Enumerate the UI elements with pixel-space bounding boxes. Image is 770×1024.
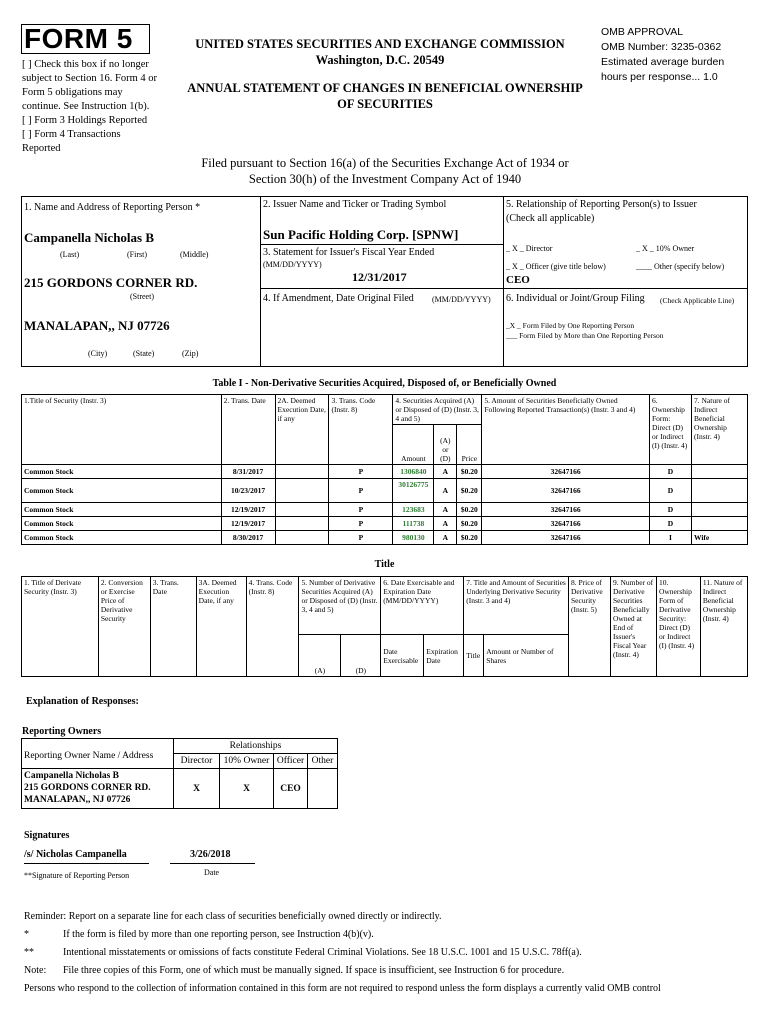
table1 [21,394,748,545]
cell-owned: 32647166 [482,465,650,479]
filed-pursuant [120,155,650,187]
statement-title-line: OF SECURITIES [337,97,433,111]
checkbox-line[interactable]: [ ] Check this box if no longer [22,59,149,70]
t2-header: 7. Title and Amount of Securities Underlying Derivative Security (Instr. 3 and 4) [464,577,569,635]
cell-nature [691,465,747,479]
t2-sub-a: (A) [299,635,341,677]
filed-line: Section 30(h) of the Investment Company Act of 1940 [248,172,522,186]
table-row [22,531,748,545]
street-address: 215 GORDONS CORNER RD. [24,275,198,290]
reporting-owners-table [21,738,338,809]
owner-line: MANALAPAN,, NJ 07726 [24,795,131,805]
table-row [22,503,748,517]
cell-ad: A [434,465,457,479]
cell-ad: A [434,517,457,531]
cell-deemed [275,479,329,503]
box4-label: 4. If Amendment, Date Original Filed [263,293,414,304]
t2-header: 2. Conversion or Exercise Price of Derivative Security [98,577,150,677]
checkbox-line: Reported [22,143,61,154]
grid-right-rule [747,196,748,366]
cell-nature [691,479,747,503]
statement-title-line: ANNUAL STATEMENT OF CHANGES IN BENEFICIAL OWNERSHIP [187,81,583,95]
grid-bottom-rule [21,366,748,367]
table-row [22,465,748,479]
col-officer: Officer [274,754,308,769]
officer-title: CEO [506,274,530,286]
col-header-acquired: 4. Securities Acquired (A) or Disposed of (D) (Instr. 3, 4 and 5) [393,395,482,425]
city-state-zip: MANALAPAN,, NJ 07726 [24,318,170,333]
col-header-price: Price [457,425,482,465]
table-row [22,517,748,531]
signature-date: 3/26/2018 [190,849,231,860]
box6-sub: (Check Applicable Line) [660,296,735,305]
cell-title: Common Stock [22,517,222,531]
agency-name: UNITED STATES SECURITIES AND EXCHANGE COMMISSION [195,37,565,51]
agency-heading [160,36,600,68]
rel-ten-pct[interactable]: _ X _ 10% Owner [636,244,695,253]
cell-nature: Wife [691,531,747,545]
col-header-nature: 7. Nature of Indirect Beneficial Ownership (Instr. 4) [691,395,747,465]
checkbox-line: subject to Section 16. Form 4 or [22,73,158,84]
cell-code: P [329,465,393,479]
cell-owned: 32647166 [482,503,650,517]
cell-date: 8/31/2017 [221,465,275,479]
cell-form: D [650,517,692,531]
name-part-label: (First) [127,250,147,259]
cell-title: Common Stock [22,531,222,545]
filing-one-person[interactable]: _X _ Form Filed by One Reporting Person [506,321,635,330]
owner-officer: CEO [274,769,308,809]
box3-label: 3. Statement for Issuer's Fiscal Year Ended [263,247,435,258]
cell-form: I [650,531,692,545]
t2-header: 9. Number of Derivative Securities Beneficially Owned at End of Issuer's Fiscal Year (Instr. 4) [610,577,656,677]
owner-line: Campanella Nicholas B [24,771,120,781]
cell-amount: 1306840 [393,465,434,479]
omb-line: hours per response... 1.0 [601,71,718,83]
checkbox-line: Form 5 obligations may [22,87,123,98]
table-row [22,479,748,503]
cell-amount: 111738 [393,517,434,531]
cell-owned: 32647166 [482,479,650,503]
table1-title: Table I - Non-Derivative Securities Acquired, Disposed of, or Beneficially Owned [212,378,557,389]
grid-rule [260,288,747,289]
reminder-text: Reminder: Report on a separate line for each class of securities beneficially owned directly or indirectly. [24,911,442,922]
cell-deemed [275,517,329,531]
cell-deemed [275,465,329,479]
date-label: Date [204,868,220,877]
omb-line: OMB APPROVAL [601,26,684,38]
omb-line: Estimated average burden [601,56,725,68]
table-row [22,769,338,809]
t2-header: 11. Nature of Indirect Beneficial Ownership (Instr. 4) [700,577,747,677]
rel-director[interactable]: _ X _ Director [506,244,553,253]
col-ten-pct: 10% Owner [220,754,274,769]
reporting-person-name: Campanella Nicholas B [24,230,155,245]
t2-header: 8. Price of Derivative Security (Instr. 5) [569,577,611,677]
grid-divider [260,196,261,366]
issuer-name: Sun Pacific Holding Corp. [SPNW] [263,227,459,242]
omb-approval [601,25,724,85]
grid-rule [260,244,503,245]
cell-amount: 980130 [393,531,434,545]
note-marker: Note: [24,965,47,976]
box2-label: 2. Issuer Name and Ticker or Trading Symbol [263,199,447,210]
owner-ten-pct: X [220,769,274,809]
checkbox-line[interactable]: [ ] Form 4 Transactions [22,129,121,140]
cell-code: P [329,503,393,517]
cell-price: $0.20 [457,479,482,503]
signer-name: /s/ Nicholas Campanella [24,849,127,860]
filed-line: Filed pursuant to Section 16(a) of the Securities Exchange Act of 1934 or [201,156,569,170]
signatures-heading: Signatures [24,830,70,841]
cell-ad: A [434,531,457,545]
box6-label: 6. Individual or Joint/Group Filing [506,293,645,304]
col-other: Other [308,754,338,769]
cell-deemed [275,503,329,517]
checkbox-line[interactable]: [ ] Form 3 Holdings Reported [22,115,148,126]
table2 [21,576,748,677]
cell-amount: 30126775 [393,479,434,503]
name-part-label: (Last) [60,250,80,259]
t2-header: 3A. Deemed Execution Date, if any [196,577,246,677]
box5-label: 5. Relationship of Reporting Person(s) to Issuer [506,199,697,210]
cell-code: P [329,517,393,531]
footnote-marker: * [24,929,29,940]
footnote-text: Intentional misstatements or omissions of facts constitute Federal Criminal Violations. See 18 U.S.C. 1001 and 15 U.S.C. 78ff(a). [63,947,582,958]
owner-director: X [174,769,220,809]
cell-owned: 32647166 [482,531,650,545]
signature-rule [24,863,149,864]
filing-checkboxes [22,58,157,156]
cell-title: Common Stock [22,465,222,479]
cell-amount: 123683 [393,503,434,517]
city-part-label: (City) [88,349,108,358]
rel-other[interactable]: ____ Other (specify below) [636,262,725,271]
cell-form: D [650,479,692,503]
explanation-label: Explanation of Responses: [26,696,139,707]
name-part-label: (Middle) [180,250,209,259]
t2-header: 5. Number of Derivative Securities Acquired (A) or Disposed of (D) (Instr. 3, 4 and 5) [299,577,381,635]
col-header-amount-owned: 5. Amount of Securities Beneficially Owned Following Reported Transaction(s) (Instr. 3 and 4) [482,395,650,465]
cell-date: 12/19/2017 [221,517,275,531]
statement-title [165,80,605,112]
cell-nature [691,517,747,531]
cell-price: $0.20 [457,517,482,531]
cell-price: $0.20 [457,531,482,545]
cell-form: D [650,503,692,517]
city-part-label: (State) [133,349,155,358]
col-header-trans-date: 2. Trans. Date [221,395,275,465]
cell-date: 10/23/2017 [221,479,275,503]
owner-other [308,769,338,809]
rel-officer[interactable]: _ X _ Officer (give title below) [506,262,606,271]
cell-ad: A [434,503,457,517]
checkbox-line: continue. See Instruction 1(b). [22,101,150,112]
t2-header: 6. Date Exercisable and Expiration Date (MM/DD/YYYY) [381,577,464,635]
cell-code: P [329,531,393,545]
grid-divider [503,196,504,366]
grid-top-rule [21,196,748,197]
col-header-trans-code: 3. Trans. Code (Instr. 8) [329,395,393,465]
fiscal-year-end: 12/31/2017 [352,270,407,284]
cell-price: $0.20 [457,465,482,479]
form-title: FORM 5 [24,23,133,54]
cell-date: 12/19/2017 [221,503,275,517]
reporting-owners-heading: Reporting Owners [22,726,102,737]
signer-label: **Signature of Reporting Person [24,871,130,880]
box4-sub: (MM/DD/YYYY) [432,295,491,304]
cell-nature [691,503,747,517]
cell-price: $0.20 [457,503,482,517]
table2-title: Title [374,559,395,570]
t2-header: 1. Title of Derivate Security (Instr. 3) [22,577,99,677]
box5-sub: (Check all applicable) [506,213,595,224]
grid-left-rule [21,196,22,366]
t2-sub-amount: Amount or Number of Shares [484,635,569,677]
omb-line: OMB Number: 3235-0362 [601,41,722,53]
filing-more-persons[interactable]: ___ Form Filed by More than One Reporting Person [506,331,664,340]
date-rule [170,863,255,864]
cell-title: Common Stock [22,503,222,517]
t2-header: 3. Trans. Date [150,577,196,677]
cell-owned: 32647166 [482,517,650,531]
cell-code: P [329,479,393,503]
agency-location: Washington, D.C. 20549 [315,53,445,67]
owner-cell [22,769,174,809]
col-owner-name: Reporting Owner Name / Address [22,739,174,769]
t2-sub-exp: Expiration Date [424,635,464,677]
owner-line: 215 GORDONS CORNER RD. [24,783,151,793]
col-relationships: Relationships [174,739,338,754]
box1-label: 1. Name and Address of Reporting Person * [24,202,201,213]
t2-header: 10. Ownership Form of Derivative Security: Direct (D) or Indirect (I) (Instr. 4) [656,577,700,677]
street-label: (Street) [130,292,154,301]
col-header-deemed-date: 2A. Deemed Execution Date, if any [275,395,329,465]
cell-date: 8/30/2017 [221,531,275,545]
cell-deemed [275,531,329,545]
col-header-title: 1.Title of Security (Instr. 3) [22,395,222,465]
t2-sub-date-ex: Date Exercisable [381,635,424,677]
t2-sub-title: Title [464,635,484,677]
note-text: File three copies of this Form, one of which must be manually signed. If space is insufficient, see Instruction 6 for procedure. [63,965,565,976]
footnote-text: If the form is filed by more than one reporting person, see Instruction 4(b)(v). [63,929,374,940]
cell-ad: A [434,479,457,503]
col-header-amount: Amount [393,425,434,465]
omb-notice: Persons who respond to the collection of information contained in this form are not required to respond unless the form displays a currently valid OMB control [24,983,661,994]
cell-form: D [650,465,692,479]
col-director: Director [174,754,220,769]
cell-title: Common Stock [22,479,222,503]
col-header-a-or-d: (A) or (D) [434,425,457,465]
footnote-marker: ** [24,947,34,958]
t2-sub-d: (D) [341,635,381,677]
col-header-ownership-form: 6. Ownership Form: Direct (D) or Indirect (I) (Instr. 4) [650,395,692,465]
box3-sub: (MM/DD/YYYY) [263,260,322,269]
city-part-label: (Zip) [182,349,199,358]
t2-header: 4. Trans. Code (Instr. 8) [246,577,299,677]
